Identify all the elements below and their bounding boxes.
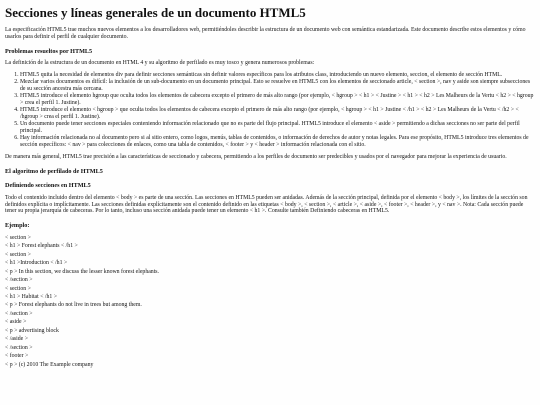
problem-item: 2. Mezclar varios documentos es difícil: la inclusión de un sub-documento en un documento principal. Esto se resuelve en HTML5 con los elementos de seccionado article, < section >, nav y aside son siempre subsecciones de su sección ancestra más cercana. [20,79,536,93]
problem-item: 3. HTML5 introduce el elemento hgroup que oculta todos los elementos de cabecera excepto el primero de más alto rango (por ejemplo, < hgroup > < h1 > < Justine > < h1 > < h2 > Les Malheurs de la Vertu < h2 > < hgroup > crea el perfil 1. Justine). [20,93,536,107]
example-heading: Ejemplo: [5,222,30,230]
problem-item: 1. HTML5 quita la necesidad de elementos div para definir secciones semánticas sin definir valores específicos para los atributos class, introduciendo un nuevo elemento, seccion, el elemento de sección HTML. [20,72,536,79]
problems-outro-paragraph: De manera más general, HTML5 trae precisión a las características de seccionado y cabecera, permitiendo a los perfiles de documento ser predecibles y usados por el navegador para mejorar la experiencia de usuario. [5,153,507,160]
code-line: < /section > [5,310,33,317]
code-line: < /section > [5,277,33,284]
problem-item: 6. Hay información relacionada no al documento pero si al sitio entero, como logos, menús, tablas de contenidos, o información de derechos de autor y notas legales. Para ese propósito, HTML5 introduce tres elementos de sección específicos: < nav > para colecciones de enlaces, como una tabla de contenidos, < footer > y < header > información relacionada con el sitio. [20,135,536,149]
code-line: < p > (c) 2010 The Example company [5,361,94,368]
sections-heading: Definiendo secciones en HTML5 [5,182,91,190]
code-line: < h1 >Introduction < /h1 > [5,260,68,267]
intro-paragraph: La especificación HTML5 trae muchos nuevos elementos a los desarrolladores web, permitiéndoles describir la estructura de un documento web con semántica estandarizada. Este documento describe estos elementos y cómo usarlos para definir el perfil de cualquier documento. [5,26,526,40]
code-line: < section > [5,234,31,241]
code-line: < p > In this section, we discuss the lesser known forest elephants. [5,268,160,275]
problem-item: 5. Un documento puede tener secciones especiales conteniendo información relacionado que no es parte del flujo principal. HTML5 introduce el elemento < aside > permitiendo a dichas secciones no ser parte del perfil principal. [20,121,536,135]
code-line: < p > advertising block [5,327,59,334]
code-line: < /section > [5,344,33,351]
code-line: < section > [5,285,31,292]
code-line: < /aside > [5,336,28,343]
code-line: < section > [5,251,31,258]
code-example [5,235,536,369]
problems-heading: Problemas resueltos por HTML5 [5,47,93,55]
code-line: < h1 > Habitat < /h1 > [5,294,58,301]
page-title: Secciones y líneas generales de un documento HTML5 [5,5,306,20]
algorithm-heading: El algoritmo de perfilado de HTML5 [5,167,103,175]
problem-item: 4. HTML5 introduce el elemento < hgroup > que oculta todos los elementos de cabecera excepto el primero de más alto rango (por ejemplo, < hgroup > < h1 > Justine < /h1 > < h2 > Les Malheurs de la Vertu < /h2 > < /hgroup > crea el perfil 1. Justine). [20,107,536,121]
problems-intro-paragraph: La definición de la estructura de un documento en HTML 4 y su algoritmo de perfilado es muy tosco y genera numerosos problemas: [5,60,315,67]
code-line: < aside > [5,319,27,326]
code-line: < p > Forest elephants do not live in trees but among them. [5,302,142,309]
sections-paragraph: Todo el contenido incluido dentro del elemento < body > es parte de una sección. Las secciones en HTML5 pueden ser anidadas. Además de la sección principal, definida por el elemento < body >, los límites de la sección son definidos explícita o implícitamente. Las secciones definidas explícitamente son el contenido definido en las etiquetas < body >, < section >, < article >, < aside >, < footer >, < header >, y < nav >. Nota: Cada sección puede tener su propia jerarquía de cabeceras. Por lo tanto, incluso una sección anidada puede tener un elemento < h1 >. Consulte también Definiendo cabeceras en HTML5. [5,194,528,215]
code-line: < footer > [5,353,29,360]
problems-list [5,72,536,148]
code-line: < h1 > Forest elephants < /h1 > [5,243,78,250]
